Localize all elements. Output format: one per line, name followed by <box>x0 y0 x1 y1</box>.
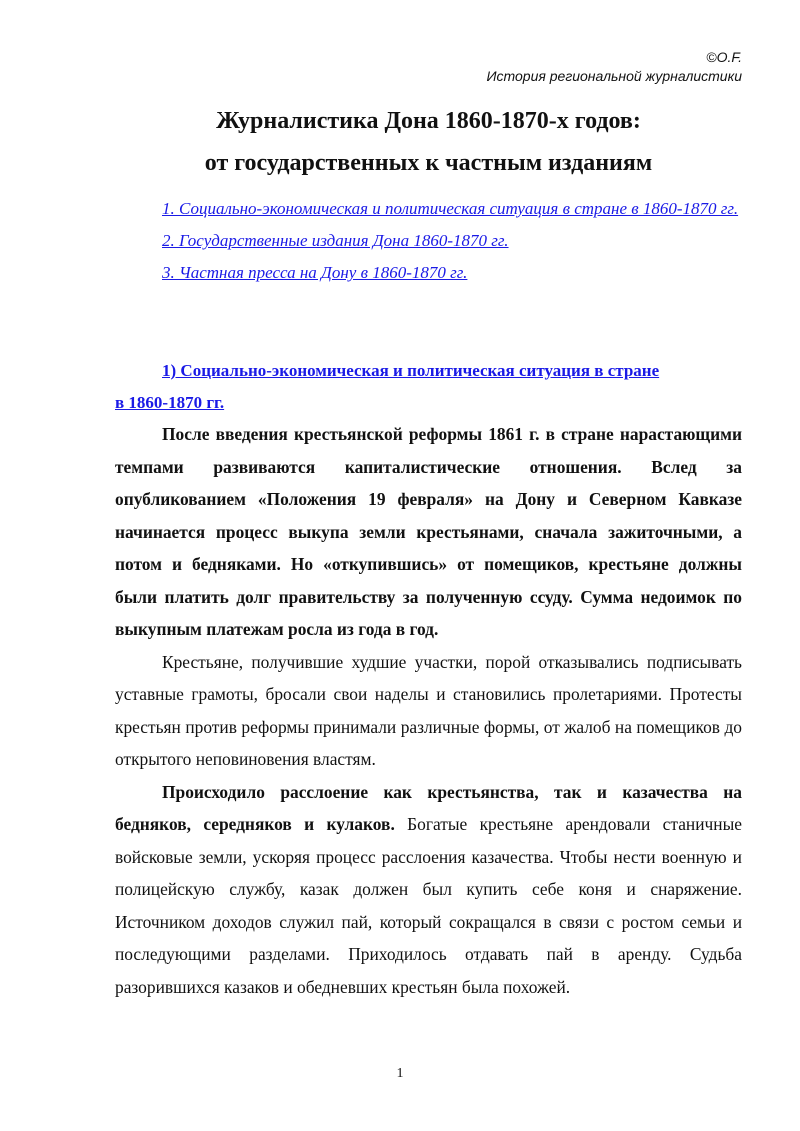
title-line-2: от государственных к частным изданиям <box>204 150 653 176</box>
paragraph-3-bold: Происходило расслоение как крестьянства, так и казачества на бедняков, середняков и кулаков. <box>115 781 742 834</box>
toc-link-2[interactable]: 2. Государственные издания Дона 1860-1870 гг. <box>162 231 509 250</box>
body-text <box>115 418 742 1003</box>
page-number: 1 <box>396 1066 404 1081</box>
toc-link-3[interactable]: 3. Частная пресса на Дону в 1860-1870 гг. <box>162 263 468 282</box>
toc-item-3 <box>115 257 742 289</box>
paragraph-2: Крестьяне, получившие худшие участки, порой отказывались подписывать уставные грамоты, бросали свои наделы и становились пролетариями. Протесты крестьян против реформы принимали различные формы, от жалоб на помещиков до открытого неповиновения властям. <box>115 651 742 769</box>
paragraph-3-rest: Богатые крестьяне арендовали станичные войсковые земли, ускоряя процесс расслоения казачества. Чтобы нести военную и полицейскую службу, казак должен был купить себе коня и снаряжение. Источником доходов служил пай, который сокращался в связи с ростом семьи и последующими разделами. Приходилось отдавать пай в аренду. Судьба разорившихся казаков и обедневших крестьян была похожей. <box>115 814 742 997</box>
course-name: История региональной журналистики <box>486 68 742 84</box>
toc-item-1 <box>115 193 742 225</box>
copyright-mark: ©O.F. <box>706 49 742 65</box>
toc-item-2 <box>115 225 742 257</box>
toc-link-1[interactable]: 1. Социально-экономическая и политическая ситуация в стране в 1860-1870 гг. <box>162 199 739 218</box>
paragraph-1: После введения крестьянской реформы 1861 г. в стране нарастающими темпами развиваются капиталистические отношения. Вслед за опубликованием «Положения 19 февраля» на Дону и Северном Кавказе начинается процесс выкупа земли крестьянами, сначала зажиточными, а потом и бедняками. Но «откупившись» от помещиков, крестьяне должны были платить долг правительству за полученную ссуду. Сумма недоимок по выкупным платежам росла из года в год. <box>115 424 742 639</box>
section-heading[interactable] <box>115 355 742 419</box>
running-header <box>487 48 743 86</box>
page-title <box>115 100 742 184</box>
section-heading-line-2: в 1860-1870 гг. <box>115 393 225 412</box>
table-of-contents <box>115 193 742 289</box>
paragraph-3 <box>115 776 742 1004</box>
title-line-1: Журналистика Дона 1860-1870-х годов: <box>216 108 641 134</box>
section-heading-line-1: 1) Социально-экономическая и политическая ситуация в стране <box>162 361 660 380</box>
